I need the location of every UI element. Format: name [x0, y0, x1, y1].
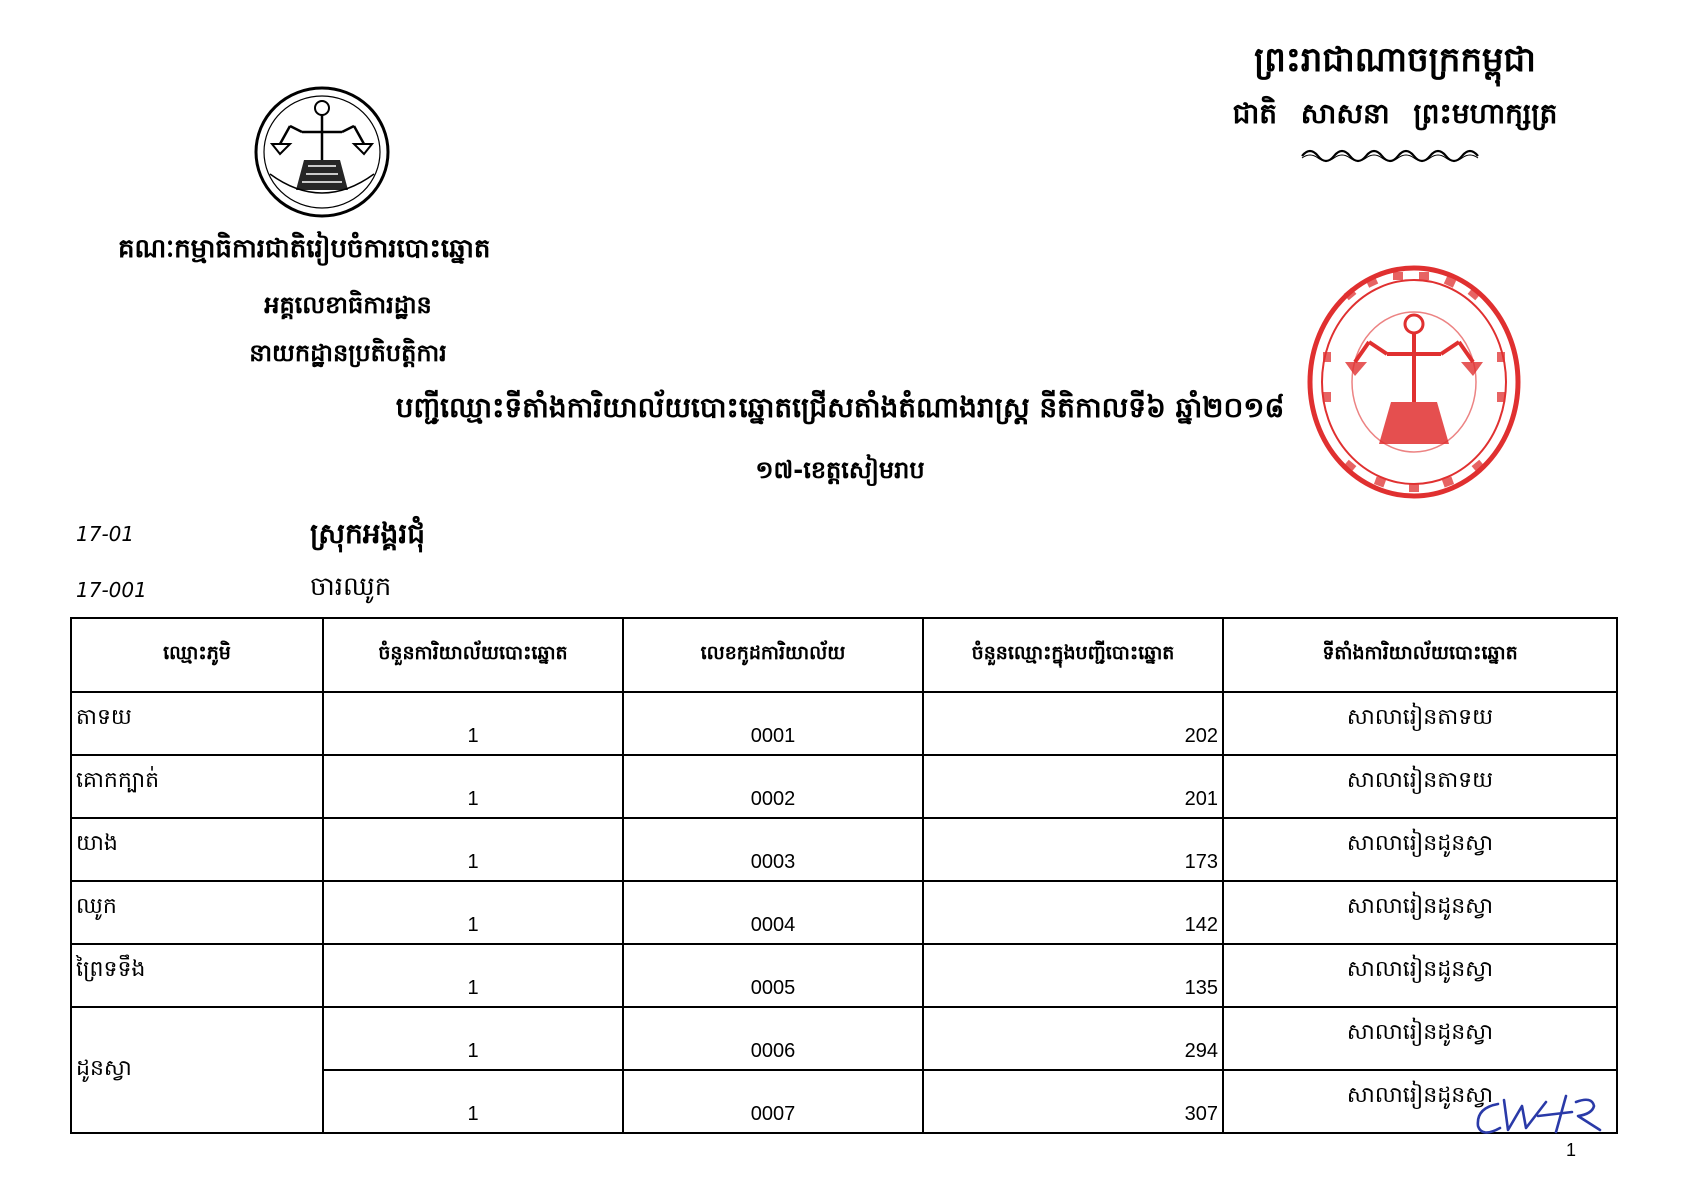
- location-cell: សាលារៀនដូនស្វា: [1223, 1070, 1617, 1133]
- page-number: 1: [1566, 1140, 1577, 1160]
- nec-emblem-logo: [250, 82, 394, 220]
- voter-count-cell: 294: [923, 1007, 1223, 1070]
- table-row: [71, 692, 1617, 755]
- district-code: 17-01: [76, 522, 135, 546]
- office-count-cell: 1: [323, 1070, 623, 1133]
- table-header-row: [71, 618, 1617, 692]
- column-header-voter-count: ចំនួនឈ្មោះក្នុងបញ្ជីបោះឆ្នោត: [923, 618, 1223, 692]
- location-cell: សាលារៀនដូនស្វា: [1223, 818, 1617, 881]
- district-name: ស្រុកអង្គរជុំ: [310, 517, 425, 550]
- handwritten-signature: [1468, 1082, 1618, 1142]
- office-code-cell: 0002: [623, 755, 923, 818]
- table-row: [71, 755, 1617, 818]
- department-name: នាយកដ្ឋានប្រតិបត្តិការ: [249, 339, 447, 367]
- location-cell: សាលារៀនដូនស្វា: [1223, 881, 1617, 944]
- village-cell: គោកក្បាត់: [71, 755, 323, 818]
- village-cell: យាង: [71, 818, 323, 881]
- office-count-cell: 1: [323, 692, 623, 755]
- village-cell: តាទយ: [71, 692, 323, 755]
- column-header-office-code: លេខកូដការិយាល័យ: [623, 618, 923, 692]
- column-header-office-count: ចំនួនការិយាល័យបោះឆ្នោត: [323, 618, 623, 692]
- voter-count-cell: 142: [923, 881, 1223, 944]
- office-code-cell: 0001: [623, 692, 923, 755]
- national-motto: ជាតិ សាសនា ព្រះមហាក្សត្រ: [1232, 97, 1558, 130]
- office-code-cell: 0006: [623, 1007, 923, 1070]
- table-row: [71, 944, 1617, 1007]
- office-code-cell: 0004: [623, 881, 923, 944]
- column-header-location: ទីតាំងការិយាល័យបោះឆ្នោត: [1223, 618, 1617, 692]
- office-count-cell: 1: [323, 1007, 623, 1070]
- secretariat-name: អគ្គលេខាធិការដ្ឋាន: [264, 291, 432, 319]
- voter-count-cell: 173: [923, 818, 1223, 881]
- office-count-cell: 1: [323, 944, 623, 1007]
- location-cell: សាលារៀនតាទយ: [1223, 755, 1617, 818]
- office-code-cell: 0005: [623, 944, 923, 1007]
- official-seal-stamp: [1305, 262, 1523, 502]
- location-cell: សាលារៀនដូនស្វា: [1223, 944, 1617, 1007]
- village-cell: ដូនស្វា: [71, 1007, 323, 1133]
- office-count-cell: 1: [323, 818, 623, 881]
- kingdom-heading: ព្រះរាជាណាចក្រកម្ពុជា: [1254, 40, 1536, 80]
- voter-count-cell: 201: [923, 755, 1223, 818]
- committee-name: គណៈកម្មាធិការជាតិរៀបចំការបោះឆ្នោត: [118, 234, 491, 264]
- village-cell: ព្រៃទទឹង: [71, 944, 323, 1007]
- commune-name: ចារឈូក: [310, 572, 392, 602]
- table-row: [71, 1007, 1617, 1070]
- office-count-cell: 1: [323, 881, 623, 944]
- location-cell: សាលារៀនដូនស្វា: [1223, 1007, 1617, 1070]
- voter-count-cell: 135: [923, 944, 1223, 1007]
- office-code-cell: 0007: [623, 1070, 923, 1133]
- ornament-divider: [1300, 144, 1490, 164]
- table-row: [71, 881, 1617, 944]
- commune-code: 17-001: [76, 578, 147, 602]
- voter-count-cell: 202: [923, 692, 1223, 755]
- voter-count-cell: 307: [923, 1070, 1223, 1133]
- village-cell: ឈូក: [71, 881, 323, 944]
- location-cell: សាលារៀនតាទយ: [1223, 692, 1617, 755]
- document-title: បញ្ជីឈ្មោះទីតាំងការិយាល័យបោះឆ្នោតជ្រើសតាំងតំណាងរាស្ត្រ នីតិកាលទី៦ ឆ្នាំ២០១៨: [395, 391, 1285, 424]
- province-subtitle: ១៧-ខេត្តសៀមរាប: [755, 456, 925, 484]
- table-row: [71, 818, 1617, 881]
- office-code-cell: 0003: [623, 818, 923, 881]
- office-count-cell: 1: [323, 755, 623, 818]
- polling-stations-table: [70, 617, 1618, 1134]
- column-header-village: ឈ្មោះភូមិ: [71, 618, 323, 692]
